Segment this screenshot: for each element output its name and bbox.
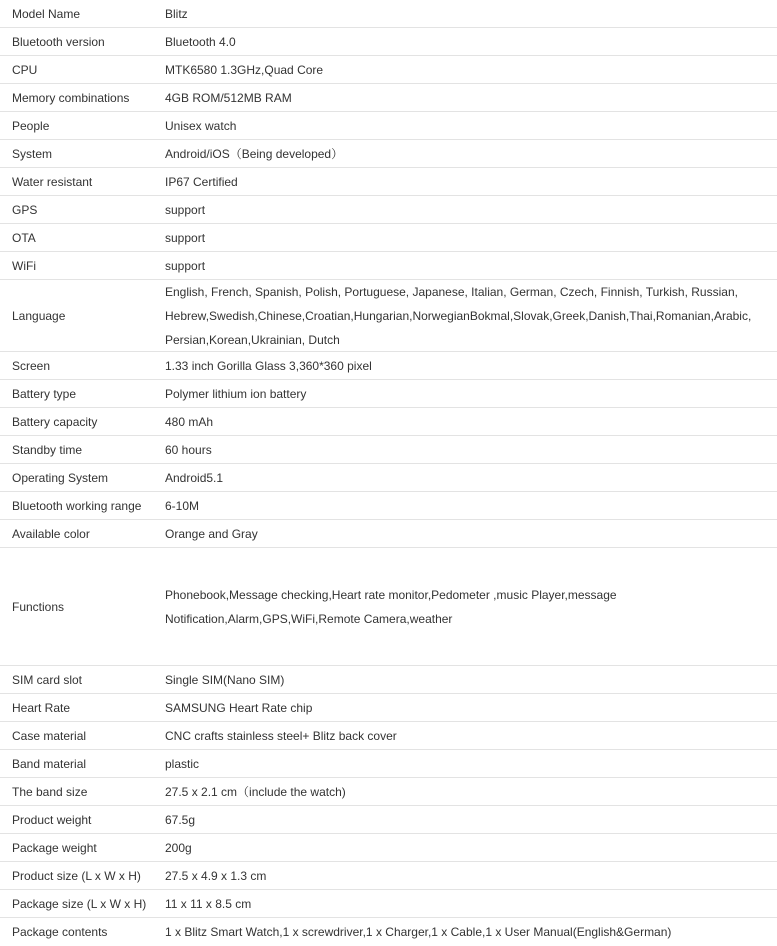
spec-row-memory — [0, 84, 777, 112]
spec-value: Bluetooth 4.0 — [165, 34, 236, 49]
spec-row-ota — [0, 224, 777, 252]
spec-value-line: Notification,Alarm,GPS,WiFi,Remote Camera,weather — [165, 611, 453, 626]
spec-label: Standby time — [12, 442, 83, 457]
spec-value: plastic — [165, 756, 200, 771]
spec-row-package-size — [0, 890, 777, 918]
spec-value: 67.5g — [165, 812, 196, 827]
spec-row-package-weight — [0, 834, 777, 862]
spec-label: Product weight — [12, 812, 92, 827]
spec-row-case-material — [0, 722, 777, 750]
spec-value: 200g — [165, 840, 192, 855]
spec-value: 27.5 x 4.9 x 1.3 cm — [165, 868, 267, 883]
spec-row-battery-type — [0, 380, 777, 408]
spec-value-line: Phonebook,Message checking,Heart rate monitor,Pedometer ,music Player,message — [165, 587, 617, 602]
spec-value: Orange and Gray — [165, 526, 258, 541]
spec-label: CPU — [12, 62, 38, 77]
spec-label: The band size — [12, 784, 88, 799]
spec-value: support — [165, 230, 206, 245]
spec-label: Functions — [12, 599, 65, 614]
spec-label: Band material — [12, 756, 87, 771]
spec-value: 6-10M — [165, 498, 200, 513]
spec-value-line: Persian,Korean,Ukrainian, Dutch — [165, 332, 340, 347]
spec-value: CNC crafts stainless steel+ Blitz back cover — [165, 728, 397, 743]
spec-label: Model Name — [12, 6, 81, 21]
spec-label: OTA — [12, 230, 36, 245]
spec-row-package-contents — [0, 918, 777, 946]
spec-value: IP67 Certified — [165, 174, 238, 189]
spec-value: Single SIM(Nano SIM) — [165, 672, 285, 687]
spec-row-gps — [0, 196, 777, 224]
spec-row-functions — [0, 548, 777, 666]
spec-value-line: English, French, Spanish, Polish, Portuguese, Japanese, Italian, German, Czech, Finnish, Turkish, Russian, — [165, 284, 738, 299]
spec-row-language — [0, 280, 777, 352]
spec-row-band-size — [0, 778, 777, 806]
spec-row-people — [0, 112, 777, 140]
spec-value: MTK6580 1.3GHz,Quad Core — [165, 62, 324, 77]
spec-label: People — [12, 118, 50, 133]
spec-label: Bluetooth version — [12, 34, 105, 49]
spec-row-band-material — [0, 750, 777, 778]
spec-row-product-weight — [0, 806, 777, 834]
spec-row-sim-card-slot — [0, 666, 777, 694]
spec-label: Memory combinations — [12, 90, 130, 105]
spec-value: 4GB ROM/512MB RAM — [165, 90, 292, 105]
spec-label: GPS — [12, 202, 38, 217]
spec-value — [165, 548, 777, 665]
spec-row-standby-time — [0, 436, 777, 464]
spec-value-line: Hebrew,Swedish,Chinese,Croatian,Hungarian,NorwegianBokmal,Slovak,Greek,Danish,Thai,Romanian,Arabic, — [165, 308, 752, 323]
spec-row-cpu — [0, 56, 777, 84]
spec-label: WiFi — [12, 258, 36, 273]
spec-value: support — [165, 258, 206, 273]
spec-value: Android/iOS（Being developed） — [165, 147, 344, 161]
spec-row-bluetooth-range — [0, 492, 777, 520]
spec-label: Language — [12, 308, 66, 323]
spec-label: Package contents — [12, 925, 108, 939]
spec-row-screen — [0, 352, 777, 380]
spec-label: Bluetooth working range — [12, 498, 142, 513]
spec-value: 11 x 11 x 8.5 cm — [165, 896, 252, 911]
spec-value: Unisex watch — [165, 118, 237, 133]
spec-value: 480 mAh — [165, 414, 214, 429]
spec-label: SIM card slot — [12, 672, 83, 687]
spec-value: 1.33 inch Gorilla Glass 3,360*360 pixel — [165, 358, 372, 373]
spec-label: Battery capacity — [12, 414, 98, 429]
spec-row-operating-system — [0, 464, 777, 492]
spec-value: support — [165, 202, 206, 217]
spec-row-product-size — [0, 862, 777, 890]
spec-value: Polymer lithium ion battery — [165, 386, 307, 401]
spec-row-system — [0, 140, 777, 168]
spec-row-model-name — [0, 0, 777, 28]
spec-label: Product size (L x W x H) — [12, 868, 141, 883]
spec-label: Water resistant — [12, 174, 93, 189]
spec-row-water-resistant — [0, 168, 777, 196]
spec-value — [165, 280, 777, 351]
spec-value: Android5.1 — [165, 470, 224, 485]
spec-label: Heart Rate — [12, 700, 71, 715]
spec-label: System — [12, 146, 53, 161]
spec-value: 27.5 x 2.1 cm（include the watch) — [165, 785, 346, 799]
spec-row-heart-rate — [0, 694, 777, 722]
spec-label: Case material — [12, 728, 87, 743]
spec-value: 1 x Blitz Smart Watch,1 x screwdriver,1 x Charger,1 x Cable,1 x User Manual(English&German) — [165, 925, 672, 939]
spec-row-wifi — [0, 252, 777, 280]
spec-value: SAMSUNG Heart Rate chip — [165, 700, 313, 715]
spec-label: Battery type — [12, 386, 77, 401]
spec-row-available-color — [0, 520, 777, 548]
spec-value: Blitz — [165, 6, 188, 21]
spec-value: 60 hours — [165, 442, 212, 457]
spec-label: Available color — [12, 526, 90, 541]
spec-label: Package size (L x W x H) — [12, 896, 147, 911]
spec-row-bluetooth-version — [0, 28, 777, 56]
spec-row-battery-capacity — [0, 408, 777, 436]
spec-label: Operating System — [12, 470, 109, 485]
spec-label: Package weight — [12, 840, 97, 855]
spec-label: Screen — [12, 358, 51, 373]
